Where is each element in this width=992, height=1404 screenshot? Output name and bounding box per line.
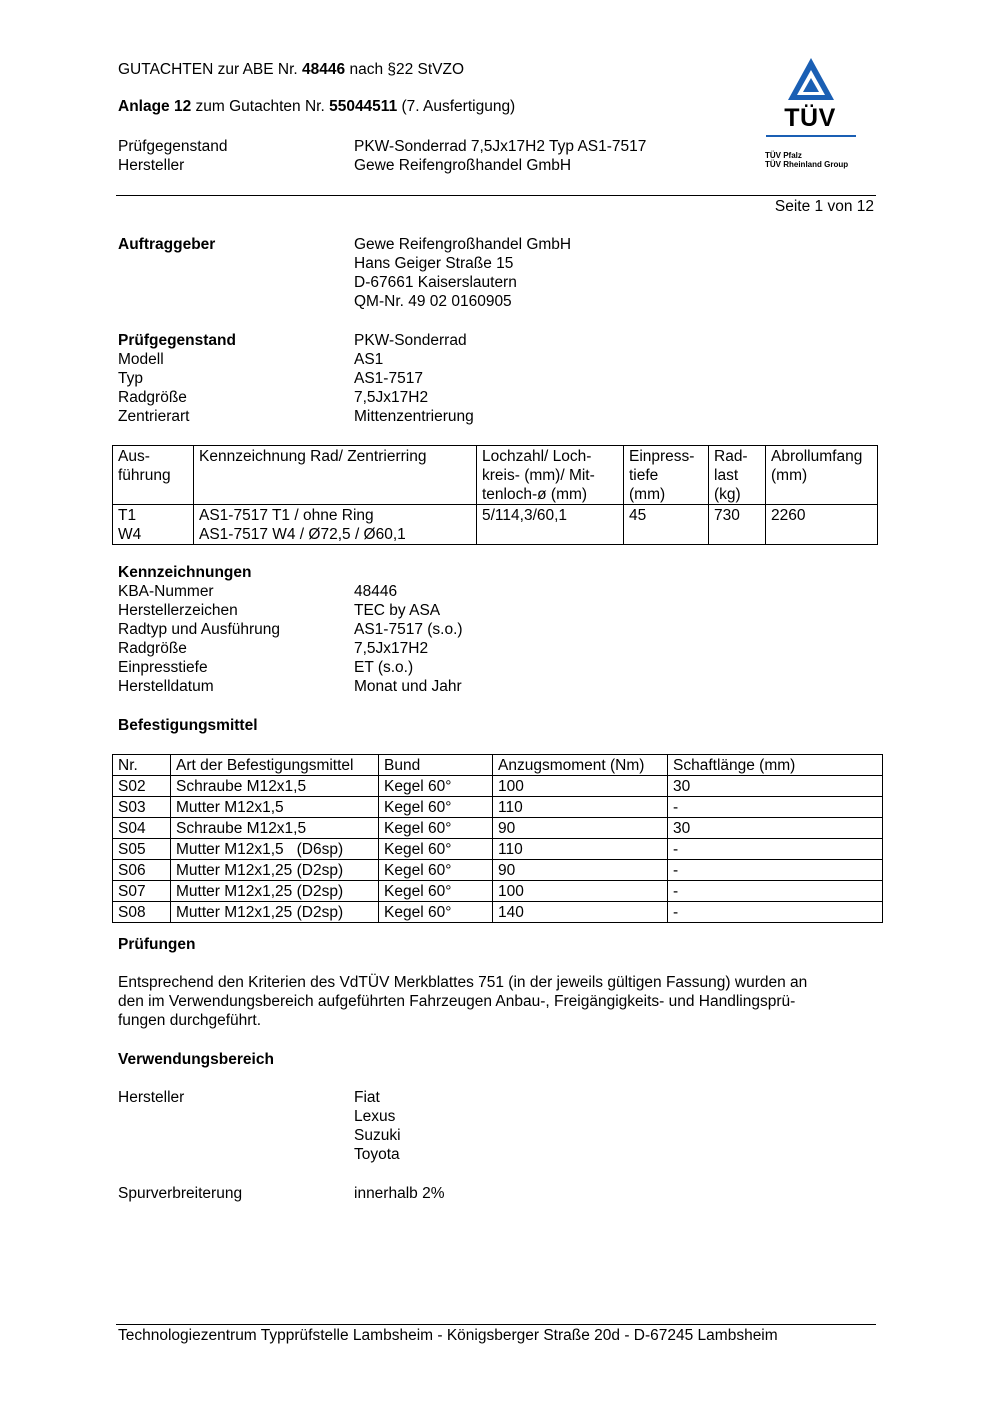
tuv-logo xyxy=(764,56,860,176)
kennzeichnungen-labels xyxy=(118,582,280,696)
table-header-cell: Kennzeichnung Rad/ Zentrierring xyxy=(194,446,477,505)
table-header-cell: Lochzahl/ Loch- kreis- (mm)/ Mit- tenloch-ø (mm) xyxy=(477,446,624,505)
table-header-cell: Einpress- tiefe (mm) xyxy=(624,446,709,505)
table-row xyxy=(113,818,883,839)
table-cell: Kegel 60° xyxy=(379,902,493,923)
table-cell: S06 xyxy=(113,860,171,881)
header-anlage-mid: zum Gutachten Nr. xyxy=(191,98,330,115)
table-cell: 140 xyxy=(493,902,668,923)
pruefungen-line: Entsprechend den Kriterien des VdTÜV Merkblattes 751 (in der jeweils gültigen Fassung) wurden an xyxy=(118,974,808,991)
radtyp-label: Radtyp und Ausführung xyxy=(118,621,281,638)
header-divider xyxy=(116,195,876,196)
table-cell: AS1-7517 T1 / ohne Ring AS1-7517 W4 / Ø72,5 / Ø60,1 xyxy=(194,505,477,545)
spurverbreiterung-label: Spurverbreiterung xyxy=(118,1185,243,1202)
list-item: Suzuki xyxy=(354,1127,401,1144)
spurverbreiterung-value: innerhalb 2% xyxy=(354,1185,445,1202)
kba-label: KBA-Nummer xyxy=(118,583,214,600)
table-cell: - xyxy=(668,881,883,902)
table-cell: Kegel 60° xyxy=(379,881,493,902)
auftraggeber-line: QM-Nr. 49 02 0160905 xyxy=(354,293,512,310)
verwendung-hersteller-list xyxy=(354,1088,401,1164)
typ-label: Typ xyxy=(118,370,143,387)
radgroesse-value: 7,5Jx17H2 xyxy=(354,640,429,657)
table-cell: 100 xyxy=(493,881,668,902)
header-line-abe xyxy=(118,60,464,79)
kennzeichnungen-values xyxy=(354,582,463,696)
pruefgegenstand-value: PKW-Sonderrad xyxy=(354,332,467,349)
table-header-row xyxy=(113,446,878,505)
logo-sub2: TÜV Rheinland Group xyxy=(765,160,849,169)
herstellerzeichen-label: Herstellerzeichen xyxy=(118,602,238,619)
table-cell: S03 xyxy=(113,797,171,818)
logo-sub1: TÜV Pfalz xyxy=(765,151,802,160)
list-item: Toyota xyxy=(354,1146,400,1163)
header-hersteller-value: Gewe Reifengroßhandel GmbH xyxy=(354,157,572,174)
table-cell: Mutter M12x1,25 (D2sp) xyxy=(171,881,379,902)
tuv-triangle-icon xyxy=(764,56,860,106)
verwendung-hersteller-label: Hersteller xyxy=(118,1089,185,1106)
table-cell: Mutter M12x1,25 (D2sp) xyxy=(171,902,379,923)
zentrierart-value: Mittenzentrierung xyxy=(354,408,474,425)
radtyp-value: AS1-7517 (s.o.) xyxy=(354,621,463,638)
table-cell: T1 W4 xyxy=(113,505,194,545)
herstelldatum-label: Herstelldatum xyxy=(118,678,214,695)
table-cell: 90 xyxy=(493,860,668,881)
table-cell: - xyxy=(668,797,883,818)
herstelldatum-value: Monat und Jahr xyxy=(354,678,462,695)
header-abe-prefix: GUTACHTEN zur ABE Nr. xyxy=(118,61,303,78)
kba-value: 48446 xyxy=(354,583,398,600)
table-header-cell: Rad- last (kg) xyxy=(709,446,766,505)
table-cell: S08 xyxy=(113,902,171,923)
table-header-row xyxy=(113,755,883,776)
table-cell: 730 xyxy=(709,505,766,545)
table-cell: - xyxy=(668,839,883,860)
table-cell: Mutter M12x1,25 (D2sp) xyxy=(171,860,379,881)
table-cell: 110 xyxy=(493,797,668,818)
pruefungen-text xyxy=(118,973,807,1030)
header-hersteller-label: Hersteller xyxy=(118,157,185,174)
footer-divider xyxy=(116,1324,876,1325)
modell-value: AS1 xyxy=(354,351,384,368)
table-header-cell: Anzugsmoment (Nm) xyxy=(493,755,668,776)
table-header-cell: Art der Befestigungsmittel xyxy=(171,755,379,776)
table-cell: Kegel 60° xyxy=(379,818,493,839)
table-header-cell: Schaftlänge (mm) xyxy=(668,755,883,776)
table-header-cell: Bund xyxy=(379,755,493,776)
table-cell: Schraube M12x1,5 xyxy=(171,776,379,797)
herstellerzeichen-value: TEC by ASA xyxy=(354,602,441,619)
pruefungen-line: fungen durchgeführt. xyxy=(118,1012,262,1029)
header-pruefgegenstand-label: Prüfgegenstand xyxy=(118,138,228,155)
einpresstiefe-value: ET (s.o.) xyxy=(354,659,414,676)
list-item: Fiat xyxy=(354,1089,380,1106)
page-indicator: Seite 1 von 12 xyxy=(774,198,874,215)
table-row xyxy=(113,839,883,860)
list-item: Lexus xyxy=(354,1108,396,1125)
pruefgegenstand-label: Prüfgegenstand xyxy=(118,332,236,349)
logo-bar xyxy=(766,135,856,137)
table-cell: Kegel 60° xyxy=(379,860,493,881)
befestigung-table xyxy=(112,754,883,923)
table-cell: Mutter M12x1,5 xyxy=(171,797,379,818)
table-row xyxy=(113,902,883,923)
table-cell: 110 xyxy=(493,839,668,860)
table-cell: 30 xyxy=(668,818,883,839)
radgroesse-value: 7,5Jx17H2 xyxy=(354,389,429,406)
table-cell: Kegel 60° xyxy=(379,797,493,818)
table-row xyxy=(113,881,883,902)
table-cell: S05 xyxy=(113,839,171,860)
befestigung-title: Befestigungsmittel xyxy=(118,717,258,734)
header-gutachten-number: 55044511 xyxy=(329,98,398,115)
table-cell: S07 xyxy=(113,881,171,902)
table-cell: Kegel 60° xyxy=(379,839,493,860)
table-cell: S04 xyxy=(113,818,171,839)
auftraggeber-address xyxy=(354,235,571,311)
verwendungsbereich-title: Verwendungsbereich xyxy=(118,1051,274,1068)
kennzeichnungen-title: Kennzeichnungen xyxy=(118,564,252,581)
table-cell: 30 xyxy=(668,776,883,797)
auftraggeber-line: Gewe Reifengroßhandel GmbH xyxy=(354,236,572,253)
table-cell: 45 xyxy=(624,505,709,545)
table-cell: Schraube M12x1,5 xyxy=(171,818,379,839)
header-line-anlage xyxy=(118,97,515,116)
table-cell: S02 xyxy=(113,776,171,797)
table-cell: Mutter M12x1,5 (D6sp) xyxy=(171,839,379,860)
table-row xyxy=(113,776,883,797)
table-header-cell: Nr. xyxy=(113,755,171,776)
table-row xyxy=(113,505,878,545)
pruefungen-title: Prüfungen xyxy=(118,936,196,953)
einpresstiefe-label: Einpresstiefe xyxy=(118,659,208,676)
footer-text: Technologiezentrum Typprüfstelle Lambsheim - Königsberger Straße 20d - D-67245 Lambsheim xyxy=(118,1327,778,1344)
auftraggeber-line: D-67661 Kaiserslautern xyxy=(354,274,517,291)
table-cell: 100 xyxy=(493,776,668,797)
header-ausfertigung: (7. Ausfertigung) xyxy=(397,98,516,115)
typ-value: AS1-7517 xyxy=(354,370,423,387)
auftraggeber-line: Hans Geiger Straße 15 xyxy=(354,255,514,272)
pruefungen-line: den im Verwendungsbereich aufgeführten Fahrzeugen Anbau-, Freigängigkeits- und Handlingsprü- xyxy=(118,993,796,1010)
table-cell: - xyxy=(668,902,883,923)
table-cell: 5/114,3/60,1 xyxy=(477,505,624,545)
table-header-cell: Abrollumfang (mm) xyxy=(766,446,878,505)
logo-text: TÜV xyxy=(784,104,836,132)
modell-label: Modell xyxy=(118,351,164,368)
table-cell: 2260 xyxy=(766,505,878,545)
table-row xyxy=(113,860,883,881)
header-abe-suffix: nach §22 StVZO xyxy=(345,61,465,78)
radgroesse-label: Radgröße xyxy=(118,640,187,657)
pruefgegenstand-values xyxy=(354,331,474,426)
table-cell: - xyxy=(668,860,883,881)
header-abe-number: 48446 xyxy=(302,61,346,78)
table-cell: 90 xyxy=(493,818,668,839)
radgroesse-label: Radgröße xyxy=(118,389,187,406)
table-header-cell: Aus- führung xyxy=(113,446,194,505)
header-anlage: Anlage 12 xyxy=(118,98,192,115)
pruefgegenstand-labels xyxy=(118,331,236,426)
ausfuehrung-table xyxy=(112,445,878,545)
auftraggeber-label: Auftraggeber xyxy=(118,236,216,253)
table-row xyxy=(113,797,883,818)
header-pruefgegenstand-value: PKW-Sonderrad 7,5Jx17H2 Typ AS1-7517 xyxy=(354,138,647,155)
table-cell: Kegel 60° xyxy=(379,776,493,797)
zentrierart-label: Zentrierart xyxy=(118,408,190,425)
